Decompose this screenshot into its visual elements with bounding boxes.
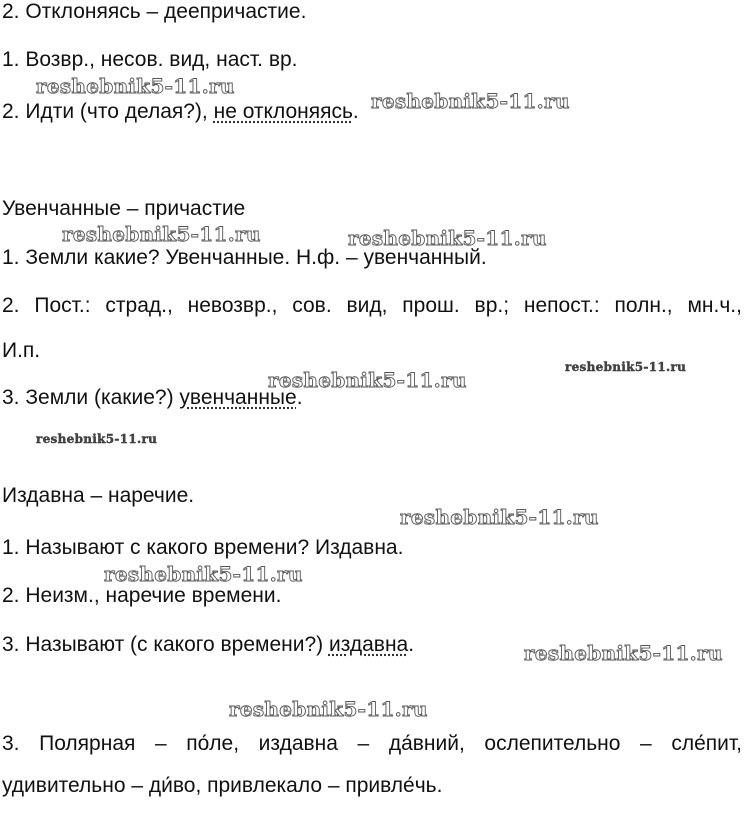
block1-item2-suffix: . [352, 100, 359, 123]
watermark: reshebnik5-11.ru [104, 562, 303, 586]
block1-item2 [2, 100, 359, 124]
block2-item2-word: вид, [346, 294, 388, 317]
block3-item3-prefix: 3. Называют (с какого времени?) [2, 633, 329, 656]
block3-item3-underlined: издавна [328, 633, 409, 656]
block4-word: – [154, 732, 167, 755]
watermark: reshebnik5-11.ru [62, 222, 261, 246]
block2-item1: 1. Земли какие? Увенчанные. Н.ф. – увенчанный. [2, 246, 487, 269]
block3-item2: 2. Неизм., наречие времени. [2, 584, 282, 607]
watermark: reshebnik5-11.ru [565, 360, 687, 374]
watermark: reshebnik5-11.ru [371, 89, 570, 113]
watermark: reshebnik5-11.ru [36, 74, 235, 98]
block1-item2-underlined: не отклоняясь [213, 100, 353, 123]
block3-item1: 1. Называют с какого времени? Издавна. [2, 536, 404, 559]
block2-item2-word: 2. [2, 294, 20, 317]
block2-item3-prefix: 3. Земли (какие?) [2, 386, 180, 409]
block1-item1: 1. Возвр., несов. вид, наст. вр. [2, 48, 298, 71]
block4-word: сле́пит, [671, 732, 742, 755]
watermark: reshebnik5-11.ru [400, 505, 599, 529]
block4-line1 [2, 732, 742, 756]
block4-word: по́ле, [186, 732, 240, 755]
block2-item2-line [2, 294, 742, 318]
block2-item2-word: непост.: [523, 294, 600, 317]
block2-item2-tail: И.п. [2, 339, 41, 362]
block2-item2-word: мн.ч., [687, 294, 742, 317]
watermark: reshebnik5-11.ru [36, 432, 158, 446]
block2-item2-word: полн., [614, 294, 673, 317]
block1-item2-prefix: 2. Идти (что делая?), [2, 100, 214, 123]
block4-word: 3. [2, 732, 20, 755]
block4-word: – [640, 732, 652, 755]
block4-line2: удивительно – ди́во, привлекало – привле́чь. [2, 774, 443, 797]
watermark: reshebnik5-11.ru [268, 368, 467, 392]
block2-item3 [2, 386, 303, 410]
block4-word: ослепительно [484, 732, 621, 755]
block3-heading: Издавна – наречие. [2, 484, 195, 507]
block2-item2-word: сов. [292, 294, 332, 317]
block2-item2-word: Пост.: [34, 294, 91, 317]
block2-item2-word: невозвр., [187, 294, 278, 317]
block4-word: да́вний, [388, 732, 465, 755]
block2-heading: Увенчанные – причастие [2, 197, 246, 220]
block1-heading: 2. Отклоняясь – деепричастие. [2, 0, 307, 23]
watermark: reshebnik5-11.ru [524, 641, 723, 665]
block2-item3-underlined: увенчанные [179, 386, 297, 409]
block2-item2-word: вр.; [474, 294, 510, 317]
watermark: reshebnik5-11.ru [229, 697, 428, 721]
block4-word: Полярная [39, 732, 136, 755]
block2-item3-suffix: . [296, 386, 303, 409]
block2-item2-word: страд., [105, 294, 173, 317]
block3-item3-suffix: . [408, 633, 415, 656]
block2-item2-word: прош. [402, 294, 460, 317]
block4-word: издавна [258, 732, 338, 755]
block3-item3 [2, 633, 414, 657]
watermark: reshebnik5-11.ru [348, 226, 547, 250]
block4-word: – [357, 732, 370, 755]
